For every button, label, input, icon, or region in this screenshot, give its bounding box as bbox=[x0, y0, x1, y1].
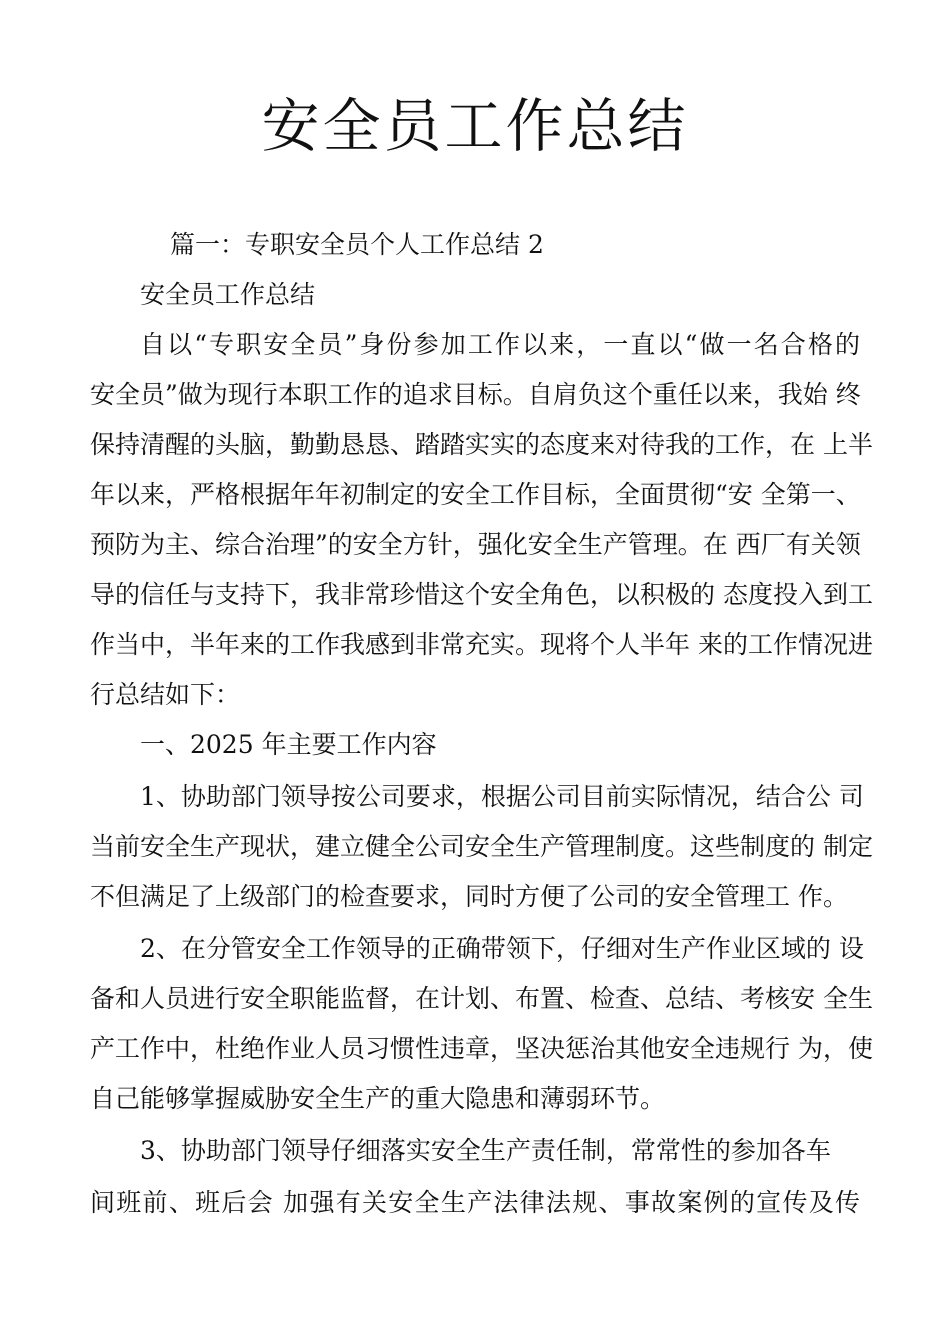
paragraph-line: 备和人员进行安全职能监督，在计划、布置、检查、总结、考核安 全生 bbox=[90, 984, 873, 1013]
paragraph-line: 行总结如下： bbox=[90, 680, 241, 709]
paragraph-line: 间班前、班后会 加强有关安全生产法律法规、事故案例的宣传及传 bbox=[90, 1188, 860, 1217]
paragraph-line: 1、协助部门领导按公司要求，根据公司目前实际情况，结合公 司 bbox=[140, 782, 864, 811]
paragraph-line: 产工作中，杜绝作业人员习惯性违章，坚决惩治其他安全违规行 为，使 bbox=[90, 1034, 873, 1063]
paragraph-line: 导的信任与支持下，我非常珍惜这个安全角色，以积极的 态度投入到工 bbox=[90, 580, 873, 609]
paragraph-line: 当前安全生产现状，建立健全公司安全生产管理制度。这些制度的 制定 bbox=[90, 832, 873, 861]
paragraph-line: 安全员”做为现行本职工作的追求目标。自肩负这个重任以来，我始 终 bbox=[90, 380, 861, 409]
paragraph-line: 自己能够掌握威胁安全生产的重大隐患和薄弱环节。 bbox=[90, 1084, 666, 1113]
paragraph-line: 3、协助部门领导仔细落实安全生产责任制，常常性的参加各车 bbox=[140, 1136, 831, 1165]
subtitle-line: 安全员工作总结 bbox=[140, 280, 316, 309]
paragraph-line: 作当中，半年来的工作我感到非常充实。现将个人半年 来的工作情况进 bbox=[90, 630, 873, 659]
section-heading: 一、2025 年主要工作内容 bbox=[140, 730, 437, 759]
paragraph-line: 预防为主、综合治理”的安全方针，强化安全生产管理。在 西厂有关领 bbox=[90, 530, 861, 559]
paragraph-line: 年以来，严格根据年年初制定的安全工作目标，全面贯彻“安 全第一、 bbox=[90, 480, 861, 509]
paragraph-line: 不但满足了上级部门的检查要求，同时方便了公司的安全管理工 作。 bbox=[90, 882, 848, 911]
document-title: 安全员工作总结 bbox=[261, 92, 689, 160]
section-heading: 篇一：专职安全员个人工作总结 2 bbox=[170, 230, 544, 259]
paragraph-line: 保持清醒的头脑，勤勤恳恳、踏踏实实的态度来对待我的工作，在 上半 bbox=[90, 430, 873, 459]
paragraph-line: 2、在分管安全工作领导的正确带领下，仔细对生产作业区域的 设 bbox=[140, 934, 864, 963]
paragraph-line: 自以“专职安全员”身份参加工作以来，一直以“做一名合格的 bbox=[140, 330, 860, 359]
